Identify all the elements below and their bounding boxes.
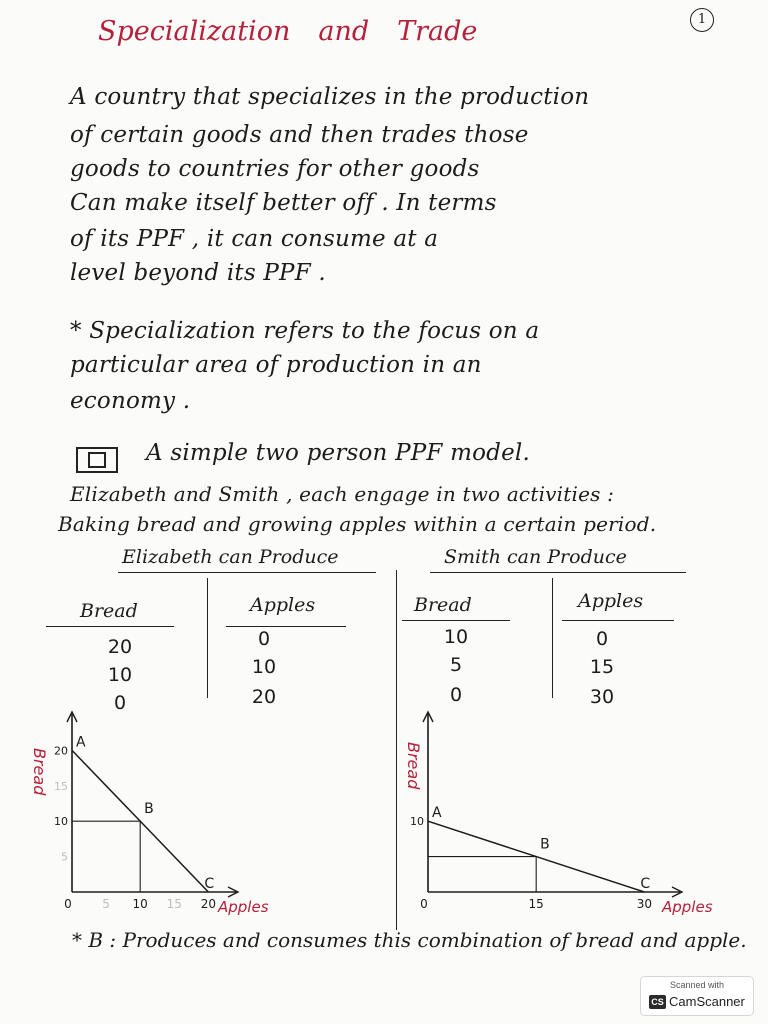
- text-line: particular area of production in an: [70, 352, 482, 378]
- point-label: B: [144, 801, 154, 818]
- model-line: Baking bread and growing apples within a certain period.: [58, 512, 657, 536]
- scanner-badge: [640, 976, 754, 1016]
- scanner-brand: CamScanner: [669, 994, 745, 1009]
- scanner-sub: Scanned with: [669, 980, 725, 990]
- y-axis-label: Bread: [30, 748, 49, 796]
- camscanner-logo: CS: [649, 995, 666, 1009]
- text-line: goods to countries for other goods: [70, 156, 480, 182]
- table-cell: 30: [589, 686, 615, 708]
- y-axis-label: Bread: [404, 742, 423, 790]
- x-axis-label: Apples: [662, 898, 713, 916]
- x-tick-label: 10: [132, 897, 148, 911]
- point-label: B: [540, 836, 550, 853]
- elizabeth-ppf-chart: [0, 700, 390, 928]
- table-cell: 0: [595, 628, 609, 650]
- elizabeth-col-bread: Bread: [80, 600, 138, 622]
- y-tick-label: 5: [61, 850, 68, 864]
- model-heading: A simple two person PPF model.: [146, 440, 530, 466]
- y-tick-label: 20: [54, 744, 68, 758]
- table-cell: 10: [443, 626, 469, 648]
- table-cell: 15: [589, 656, 615, 678]
- footer-note: * B : Produces and consumes this combination of bread and apple.: [72, 928, 747, 952]
- x-tick-label: 15: [528, 897, 544, 911]
- title-word-2: and: [318, 16, 370, 47]
- table-cell: 0: [449, 684, 463, 706]
- table-cell: 0: [113, 692, 127, 714]
- point-label: A: [432, 805, 442, 822]
- y-tick-label: 15: [54, 779, 68, 793]
- point-label: C: [204, 876, 215, 892]
- box-bullet-icon: [76, 447, 118, 473]
- point-label: A: [76, 734, 86, 751]
- text-line: * Specialization refers to the focus on a: [70, 318, 540, 344]
- x-tick-label: 30: [636, 897, 653, 911]
- elizabeth-ppf-plot: [30, 712, 269, 916]
- text-line: of certain goods and then trades those: [70, 122, 529, 148]
- elizabeth-col-apples: Apples: [250, 594, 316, 616]
- x-tick-label: 5: [102, 897, 110, 911]
- model-line: Elizabeth and Smith , each engage in two activities :: [70, 482, 615, 506]
- title-word-3: Trade: [397, 16, 478, 47]
- page-title: [98, 16, 477, 47]
- origin-label: 0: [64, 897, 72, 911]
- page-number: 1: [690, 8, 714, 32]
- text-line: economy .: [70, 388, 191, 414]
- x-tick-label: 20: [200, 897, 217, 911]
- y-tick-label: 10: [410, 815, 424, 829]
- title-word-1: Specialization: [98, 16, 291, 47]
- table-cell: 5: [449, 654, 463, 676]
- text-line: of its PPF , it can consume at a: [70, 226, 439, 252]
- x-axis-label: Apples: [218, 898, 269, 916]
- text-line: Can make itself better off . In terms: [70, 190, 497, 216]
- smith-col-apples: Apples: [578, 590, 644, 612]
- text-line: level beyond its PPF .: [70, 260, 326, 286]
- smith-ppf-plot: [404, 712, 713, 916]
- origin-label: 0: [420, 897, 428, 911]
- y-tick-label: 10: [54, 815, 68, 829]
- smith-heading: Smith can Produce: [444, 546, 627, 568]
- text-line: A country that specializes in the production: [70, 84, 590, 110]
- table-cell: 20: [107, 636, 133, 658]
- smith-ppf-chart: [390, 700, 760, 928]
- table-cell: 20: [251, 686, 277, 708]
- point-label: C: [640, 876, 651, 892]
- table-cell: 10: [251, 656, 277, 678]
- x-tick-label: 15: [166, 897, 182, 911]
- smith-col-bread: Bread: [414, 594, 472, 616]
- table-cell: 10: [107, 664, 133, 686]
- table-cell: 0: [257, 628, 271, 650]
- elizabeth-heading: Elizabeth can Produce: [122, 546, 339, 568]
